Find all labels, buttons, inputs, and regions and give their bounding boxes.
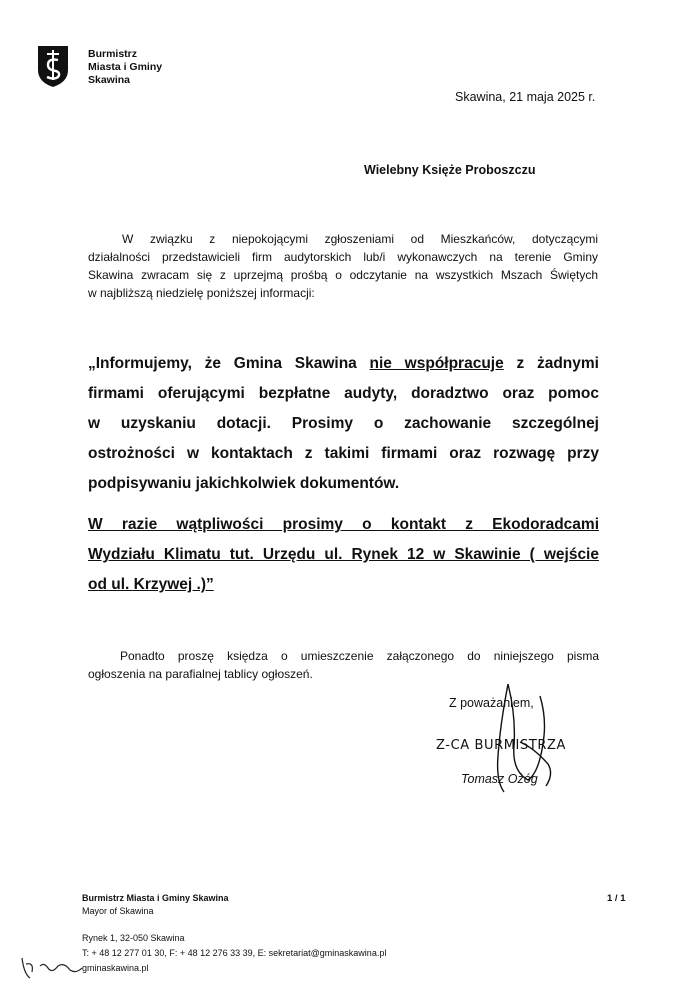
request-line-1: Ponadto proszę księdza o umieszczenie załączonego do niniejszego pisma bbox=[120, 649, 599, 663]
issuer-line-2: Miasta i Gminy bbox=[88, 61, 163, 73]
closing-phrase: Z poważaniem, bbox=[449, 696, 534, 710]
announcement-line-1 bbox=[88, 349, 599, 379]
contact-line-2: Wydziału Klimatu tut. Urzędu ul. Rynek 12 w Skawinie ( wejście bbox=[88, 546, 599, 563]
footer-organization-english: Mayor of Skawina bbox=[82, 906, 154, 916]
announcement-emphasis: nie współpracuje bbox=[369, 355, 504, 372]
announcement-line-4: ostrożności w kontaktach z takimi firmami oraz rozwagę przy bbox=[88, 445, 599, 462]
handwritten-stamp-mark bbox=[18, 944, 88, 984]
announcement-line-1-end: z żadnymi bbox=[503, 355, 599, 372]
issuer-line-1: Burmistrz bbox=[88, 48, 138, 60]
deputy-mayor-stamp: Z-CA BURMISTRZA bbox=[436, 738, 567, 753]
page-number: 1 / 1 bbox=[607, 893, 626, 904]
footer-contact-details: T: + 48 12 277 01 30, F: + 48 12 276 33 39, E: sekretariat@gminaskawina.pl bbox=[82, 948, 387, 958]
announcement-text bbox=[88, 349, 599, 499]
issuer-line-3: Skawina bbox=[88, 74, 131, 86]
footer-address: Rynek 1, 32-050 Skawina bbox=[82, 933, 185, 943]
intro-line-1: W związku z niepokojącymi zgłoszeniami od Mieszkańców, dotyczącymi bbox=[122, 232, 598, 246]
intro-line-4: w najbliższą niedzielę poniższej informacji: bbox=[88, 286, 315, 300]
contact-info-text bbox=[88, 510, 599, 600]
issuer-heading bbox=[88, 48, 162, 87]
footer-organization: Burmistrz Miasta i Gminy Skawina bbox=[82, 893, 229, 903]
announcement-line-2: firmami oferującymi bezpłatne audyty, doradztwo oraz pomoc bbox=[88, 385, 599, 402]
announcement-line-1-start: „Informujemy, że Gmina Skawina bbox=[88, 355, 370, 372]
signatory-name-stamp: Tomasz Ożóg bbox=[461, 772, 538, 786]
intro-paragraph bbox=[88, 230, 598, 302]
letter-date: Skawina, 21 maja 2025 r. bbox=[455, 90, 596, 104]
intro-line-2: działalności przedstawicieli firm audytorskich lub/i wykonawczych na terenie Gminy bbox=[88, 250, 598, 264]
announcement-line-5: podpisywaniu jakichkolwiek dokumentów. bbox=[88, 475, 400, 492]
skawina-coat-of-arms-logo bbox=[36, 44, 70, 88]
announcement-line-3: w uzyskaniu dotacji. Prosimy o zachowanie szczególnej bbox=[88, 415, 599, 432]
intro-line-3: Skawina zwracam się z uprzejmą prośbą o odczytanie na wszystkich Mszach Świętych bbox=[88, 268, 598, 282]
contact-line-3: od ul. Krzywej .)” bbox=[88, 576, 214, 593]
handwritten-signature bbox=[470, 676, 580, 806]
contact-line-1: W razie wątpliwości prosimy o kontakt z Ekodoradcami bbox=[88, 516, 599, 533]
salutation: Wielebny Księże Proboszczu bbox=[364, 163, 536, 177]
request-line-2: ogłoszenia na parafialnej tablicy ogłoszeń. bbox=[88, 667, 313, 681]
footer-website: gminaskawina.pl bbox=[82, 963, 149, 973]
